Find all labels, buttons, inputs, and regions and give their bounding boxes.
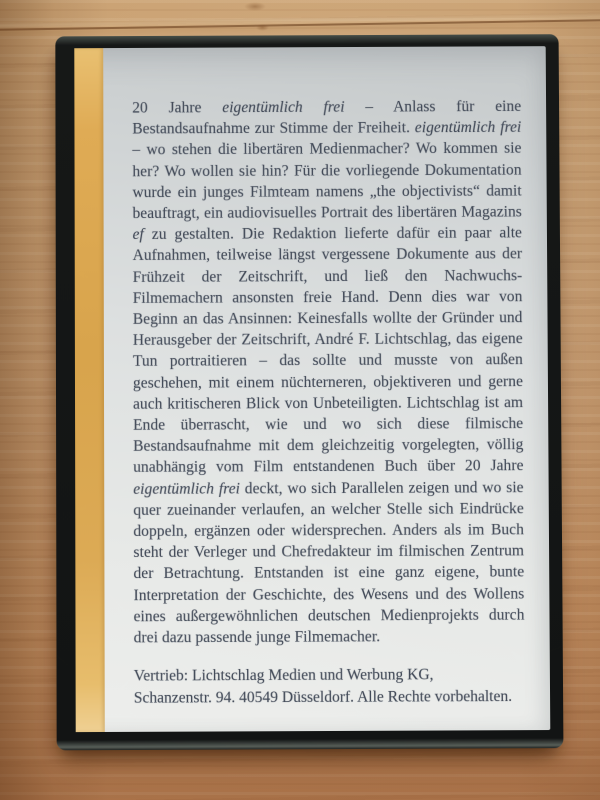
distribution-note xyxy=(134,664,525,710)
back-cover-insert xyxy=(74,46,550,732)
dvd-case xyxy=(55,34,563,750)
body-text-segment: zu gestalten. Die Redaktion lieferte dafür ein paar alte Aufnahmen, teilweise längst vergessene Dokumente aus der Frühzeit der Zeitschrift, und ließ den Nachwuchs-Filmemachern ansonsten freie Hand. Denn dies war von Beginn an das Ansinnen: Keinesfalls wollte der Gründer und Herausgeber der Zeitschrift, André F. Lichtschlag, das eigene Tun portraitieren – das sollte und musste von außen geschehen, mit einem nüchterneren, objektiveren und gerne auch kritischeren Blick von Unbeteiligten. Lichtschlag ist am Ende überrascht, wie und wo sich diese filmische Bestandsaufnahme mit dem gleichzeitig vorgelegten, völlig unabhängig vom Film entstandenen Buch über 20 Jahre xyxy=(132,224,524,477)
distribution-line-2: Schanzenstr. 94. 40549 Düsseldorf. Alle Rechte vorbehalten. xyxy=(133,688,513,707)
gold-stripe xyxy=(74,48,105,732)
cover-body-text xyxy=(132,96,524,649)
body-text-segment: deckt, wo sich Parallelen zeigen und wo sie quer zueinander verlaufen, an welcher Stelle sich Eindrücke doppeln, ergänzen oder widersprechen. Anders als im Buch steht der Verleger und Chefredakteur im filmischen Zentrum der Betrachtung. Entstanden ist eine ganz eigene, bunte Interpretation der Geschichte, des Wesens und des Wollens eines außergewöhnlichen deutschen Medienprojekts durch drei dazu passende junge Filmemacher. xyxy=(133,478,525,647)
cover-text-area xyxy=(132,96,525,710)
magazine-title-italic: eigentümlich frei xyxy=(133,480,240,498)
magazine-title-italic: eigentümlich frei xyxy=(222,98,345,117)
wood-plank-seam xyxy=(0,19,600,31)
body-text-segment: – Anlass für eine Bestandsaufnahme zur Stimme der Freiheit. xyxy=(132,97,522,138)
body-text-segment: – wo stehen die libertären Medienmacher? Wo kommen sie her? Wo wollen sie hin? Für die vorliegende Dokumentation wurde ein junges Filmteam namens „the objectivists“ damit beauftragt, ein audiovisuelles Portrait des libertären Magazins xyxy=(132,140,522,223)
wood-knot xyxy=(244,2,266,11)
body-text-segment: 20 Jahre xyxy=(132,99,223,117)
distribution-line-1: Vertrieb: Lichtschlag Medien und Werbung KG, xyxy=(133,666,434,685)
magazine-title-italic: ef xyxy=(132,226,144,244)
magazine-title-italic: eigentümlich frei xyxy=(414,119,522,137)
wood-knot xyxy=(256,24,269,31)
